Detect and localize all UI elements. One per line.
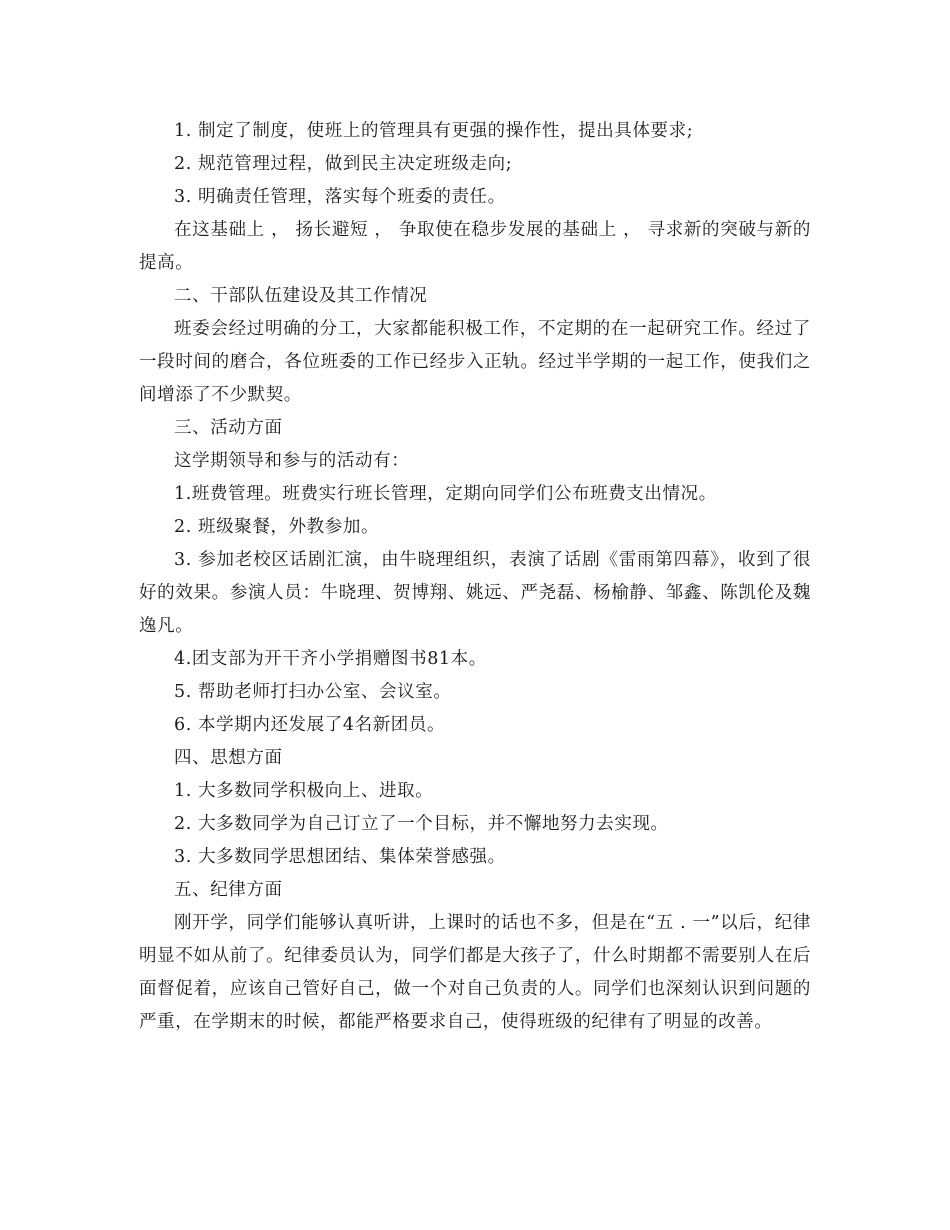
section-heading-discipline: 五、纪律方面 (174, 880, 283, 900)
activity-item-cleaning: 5. 帮助老师打扫办公室、会议室。 (174, 682, 452, 702)
section-heading-cadre: 二、干部队伍建设及其工作情况 (174, 286, 428, 306)
activity-item-members: 6. 本学期内还发展了4名新团员。 (174, 715, 446, 735)
activity-item-fees: 1.班费管理。班费实行班长管理，定期向同学们公布班费支出情况。 (174, 484, 717, 504)
section-heading-activities: 三、活动方面 (174, 418, 283, 438)
activity-item-dinner: 2. 班级聚餐，外教参加。 (174, 517, 380, 537)
activities-intro: 这学期领导和参与的活动有： (174, 451, 410, 471)
discipline-paragraph: 刚开学，同学们能够认真听讲，上课时的话也不多，但是在“五 . 一”以后，纪律明显不如从前了。纪律委员认为，同学们都是大孩子了，什么时期都不需要别人在后面督促着，应该自己管好自己，做一个对自己负责的人。同学们也深刻认识到问题的严重，在学期末的时候，都能严格要求自己，使得班级的纪律有了明显的改善。 (139, 913, 811, 1032)
item-process: 2. 规范管理过程，做到民主决定班级走向; (174, 154, 513, 174)
activity-item-books: 4.团支部为开干齐小学捐赠图书81本。 (174, 649, 487, 669)
document-body (139, 115, 811, 1039)
summary-paragraph: 在这基础上 ， 扬长避短 ， 争取使在稳步发展的基础上 ， 寻求新的突破与新的提高。 (139, 220, 811, 273)
section-heading-thought: 四、思想方面 (174, 748, 283, 768)
item-rules: 1. 制定了制度，使班上的管理具有更强的操作性，提出具体要求; (174, 121, 694, 141)
item-responsibility: 3. 明确责任管理，落实每个班委的责任。 (174, 187, 506, 207)
activity-item-drama: 3. 参加老校区话剧汇演，由牛晓理组织，表演了话剧《雷雨第四幕》，收到了很好的效果。参演人员：牛晓理、贺博翔、姚远、严尧磊、杨榆静、邹鑫、陈凯伦及魏逸凡。 (139, 550, 811, 636)
thought-item-unity: 3. 大多数同学思想团结、集体荣誉感强。 (174, 847, 506, 867)
thought-item-positive: 1. 大多数同学积极向上、进取。 (174, 781, 434, 801)
thought-item-goals: 2. 大多数同学为自己订立了一个目标，并不懈地努力去实现。 (174, 814, 669, 834)
cadre-paragraph: 班委会经过明确的分工，大家都能积极工作，不定期的在一起研究工作。经过了一段时间的磨合，各位班委的工作已经步入正轨。经过半学期的一起工作，使我们之间增添了不少默契。 (139, 319, 811, 405)
